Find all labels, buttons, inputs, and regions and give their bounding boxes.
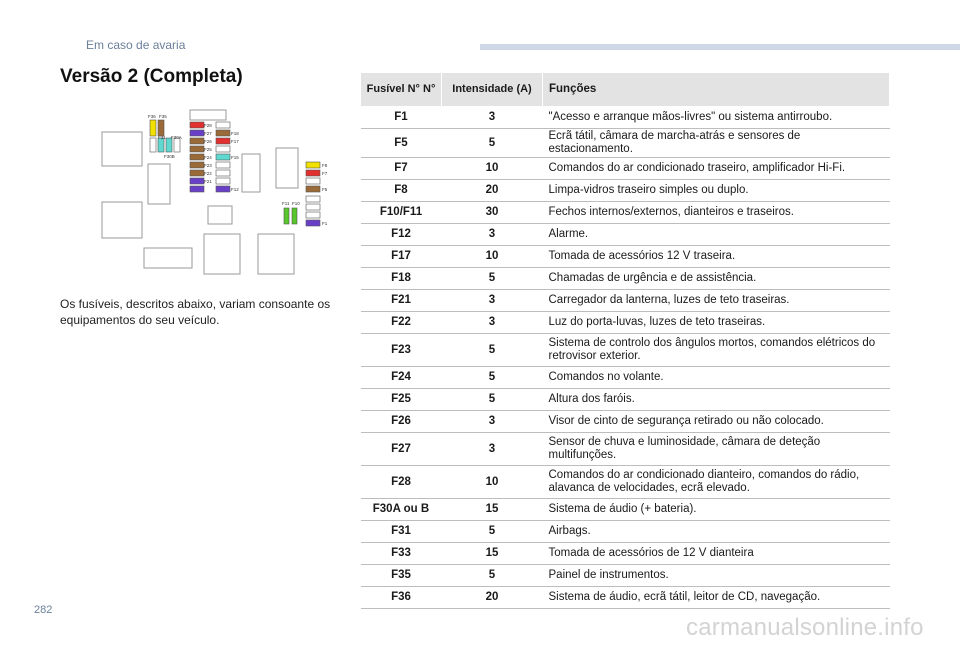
fuse-cell: F21 [361,290,442,312]
function-cell: Luz do porta-luvas, luzes de teto traseiras. [543,312,890,334]
fuse-cell: F12 [361,224,442,246]
fuse-cell: F33 [361,543,442,565]
table-row [361,499,890,521]
function-cell: Chamadas de urgência e de assistência. [543,268,890,290]
table-row [361,565,890,587]
table-row [361,107,890,129]
intensity-cell: 5 [442,565,543,587]
function-cell: Sistema de controlo dos ângulos mortos, comandos elétricos do retrovisor exterior. [543,334,890,367]
fuse-label-f21: F21 [204,179,212,184]
intensity-cell: 5 [442,521,543,543]
function-cell: Comandos do ar condicionado dianteiro, comandos do rádio, alavanca de velocidades, ecrã elevado. [543,466,890,499]
intensity-cell: 3 [442,312,543,334]
fuse-label-f10: F10 [292,201,300,206]
fuse-cell: F35 [361,565,442,587]
intensity-cell: 30 [442,202,543,224]
intensity-cell: 10 [442,246,543,268]
fuse-label-f17: F17 [231,139,239,144]
table-row [361,202,890,224]
fuse-cell: F24 [361,367,442,389]
fuse-label-f27: F27 [204,131,212,136]
intensity-cell: 5 [442,367,543,389]
watermark: carmanualsonline.info [686,614,924,641]
fuse-cell: F17 [361,246,442,268]
fuse-label-f35: F35 [159,114,167,119]
table-row [361,411,890,433]
table-row [361,466,890,499]
intensity-cell: 15 [442,499,543,521]
fuse-label-f7: F7 [322,171,328,176]
function-cell: "Acesso e arranque mãos-livres" ou sistema antirroubo. [543,107,890,129]
fuse-label-f12: F12 [231,187,239,192]
fuse-cell: F23 [361,334,442,367]
fuse-label-f28: F28 [204,123,212,128]
header-bar [480,44,960,50]
fuse-cell: F22 [361,312,442,334]
function-cell: Ecrã tátil, câmara de marcha-atrás e sensores de estacionamento. [543,129,890,158]
fuse-cell: F27 [361,433,442,466]
intensity-cell: 5 [442,129,543,158]
fuse-cell: F1 [361,107,442,129]
fuse-label-f8: F8 [322,163,328,168]
fuse-cell: F5 [361,129,442,158]
table-row [361,129,890,158]
function-cell: Visor de cinto de segurança retirado ou não colocado. [543,411,890,433]
fuse-cell: F8 [361,180,442,202]
table-row [361,268,890,290]
function-cell: Fechos internos/externos, dianteiros e traseiros. [543,202,890,224]
fuse-label-f30a: F30A [171,135,182,140]
fuse-cell: F26 [361,411,442,433]
fuse-label-f23: F23 [204,163,212,168]
fuse-cell: F25 [361,389,442,411]
intensity-cell: 10 [442,158,543,180]
function-cell: Sistema de áudio, ecrã tátil, leitor de CD, navegação. [543,587,890,609]
table-row [361,521,890,543]
function-cell: Comandos no volante. [543,367,890,389]
function-cell: Airbags. [543,521,890,543]
header-functions: Funções [543,73,890,107]
fuse-cell: F18 [361,268,442,290]
fuse-label-f5: F5 [322,187,328,192]
function-cell: Sensor de chuva e luminosidade, câmara de deteção multifunções. [543,433,890,466]
header-fuse: Fusível N° N° [361,73,442,107]
table-row [361,543,890,565]
table-row [361,246,890,268]
page-number: 282 [34,604,53,616]
fuse-label-f18: F18 [231,131,239,136]
table-row [361,290,890,312]
table-row [361,433,890,466]
function-cell: Tomada de acessórios 12 V traseira. [543,246,890,268]
function-cell: Altura dos faróis. [543,389,890,411]
fuse-label-f31: F31 [158,135,166,140]
fuse-label-f36: F36 [148,114,156,119]
function-cell: Comandos do ar condicionado traseiro, amplificador Hi-Fi. [543,158,890,180]
fuse-label-f30b: F30B [164,154,175,159]
table-row [361,180,890,202]
header-intensity: Intensidade (A) [442,73,543,107]
intensity-cell: 15 [442,543,543,565]
intensity-cell: 3 [442,107,543,129]
table-row [361,587,890,609]
running-header: Em caso de avaria [86,38,186,52]
table-row [361,389,890,411]
fuse-label-f25: F25 [204,147,212,152]
intensity-cell: 3 [442,290,543,312]
intensity-cell: 3 [442,224,543,246]
fuse-label-f1: F1 [322,221,328,226]
function-cell: Alarme. [543,224,890,246]
fuse-box-diagram [96,108,336,280]
fuse-label-f11: F11 [282,201,290,206]
intensity-cell: 5 [442,389,543,411]
table-row [361,312,890,334]
fuse-table-body [361,107,890,609]
function-cell: Tomada de acessórios de 12 V dianteira [543,543,890,565]
fuse-cell: F31 [361,521,442,543]
intensity-cell: 5 [442,268,543,290]
fuse-label-f22: F22 [204,171,212,176]
intensity-cell: 20 [442,180,543,202]
fuse-cell: F36 [361,587,442,609]
fuse-label-f26: F26 [204,139,212,144]
fuse-label-f24: F24 [204,155,212,160]
intensity-cell: 5 [442,334,543,367]
fuse-cell: F30A ou B [361,499,442,521]
fuse-cell: F7 [361,158,442,180]
intro-paragraph: Os fusíveis, descritos abaixo, variam consoante os equipamentos do seu veículo. [60,297,331,327]
fuse-cell: F10/F11 [361,202,442,224]
table-row [361,224,890,246]
fuse-label-f15: F15 [231,155,239,160]
intensity-cell: 10 [442,466,543,499]
intensity-cell: 3 [442,433,543,466]
table-row [361,334,890,367]
function-cell: Painel de instrumentos. [543,565,890,587]
function-cell: Carregador da lanterna, luzes de teto traseiras. [543,290,890,312]
page-title: Versão 2 (Completa) [60,66,243,87]
fuse-cell: F28 [361,466,442,499]
table-row [361,158,890,180]
function-cell: Sistema de áudio (+ bateria). [543,499,890,521]
function-cell: Limpa-vidros traseiro simples ou duplo. [543,180,890,202]
table-row [361,367,890,389]
intensity-cell: 20 [442,587,543,609]
intensity-cell: 3 [442,411,543,433]
fuse-table [360,72,890,609]
table-header-row [361,73,890,107]
